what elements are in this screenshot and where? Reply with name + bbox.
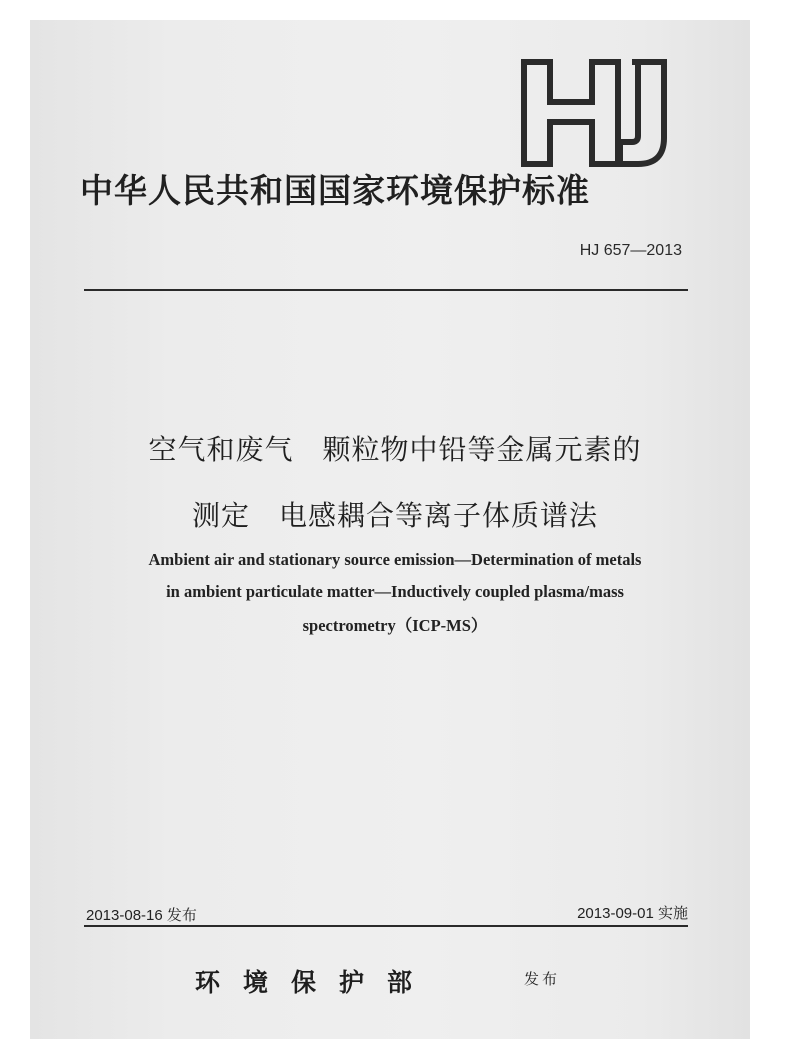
publisher-name: 环境保护部	[195, 968, 436, 997]
standard-category-title: 中华人民共和国国家环境保护标准	[80, 171, 590, 210]
issue-date: 2013-08-16 发布	[86, 907, 197, 924]
english-title-line-2: in ambient particulate matter—Inductively coupled plasma/mass	[166, 582, 624, 601]
chinese-title-line-2: 测定 电感耦合等离子体质谱法	[191, 499, 598, 532]
standard-number: HJ 657—2013	[579, 242, 682, 259]
footer-divider	[84, 925, 688, 927]
english-title-line-3: spectrometry（ICP-MS）	[302, 616, 488, 635]
hj-logo	[520, 58, 670, 168]
effective-date: 2013-09-01 实施	[577, 905, 688, 922]
publisher-action: 发布	[524, 970, 561, 988]
english-title-line-1: Ambient air and stationary source emission—Determination of metals	[148, 550, 642, 569]
header-divider	[84, 289, 688, 291]
chinese-title-line-1: 空气和废气 颗粒物中铅等金属元素的	[148, 433, 642, 466]
